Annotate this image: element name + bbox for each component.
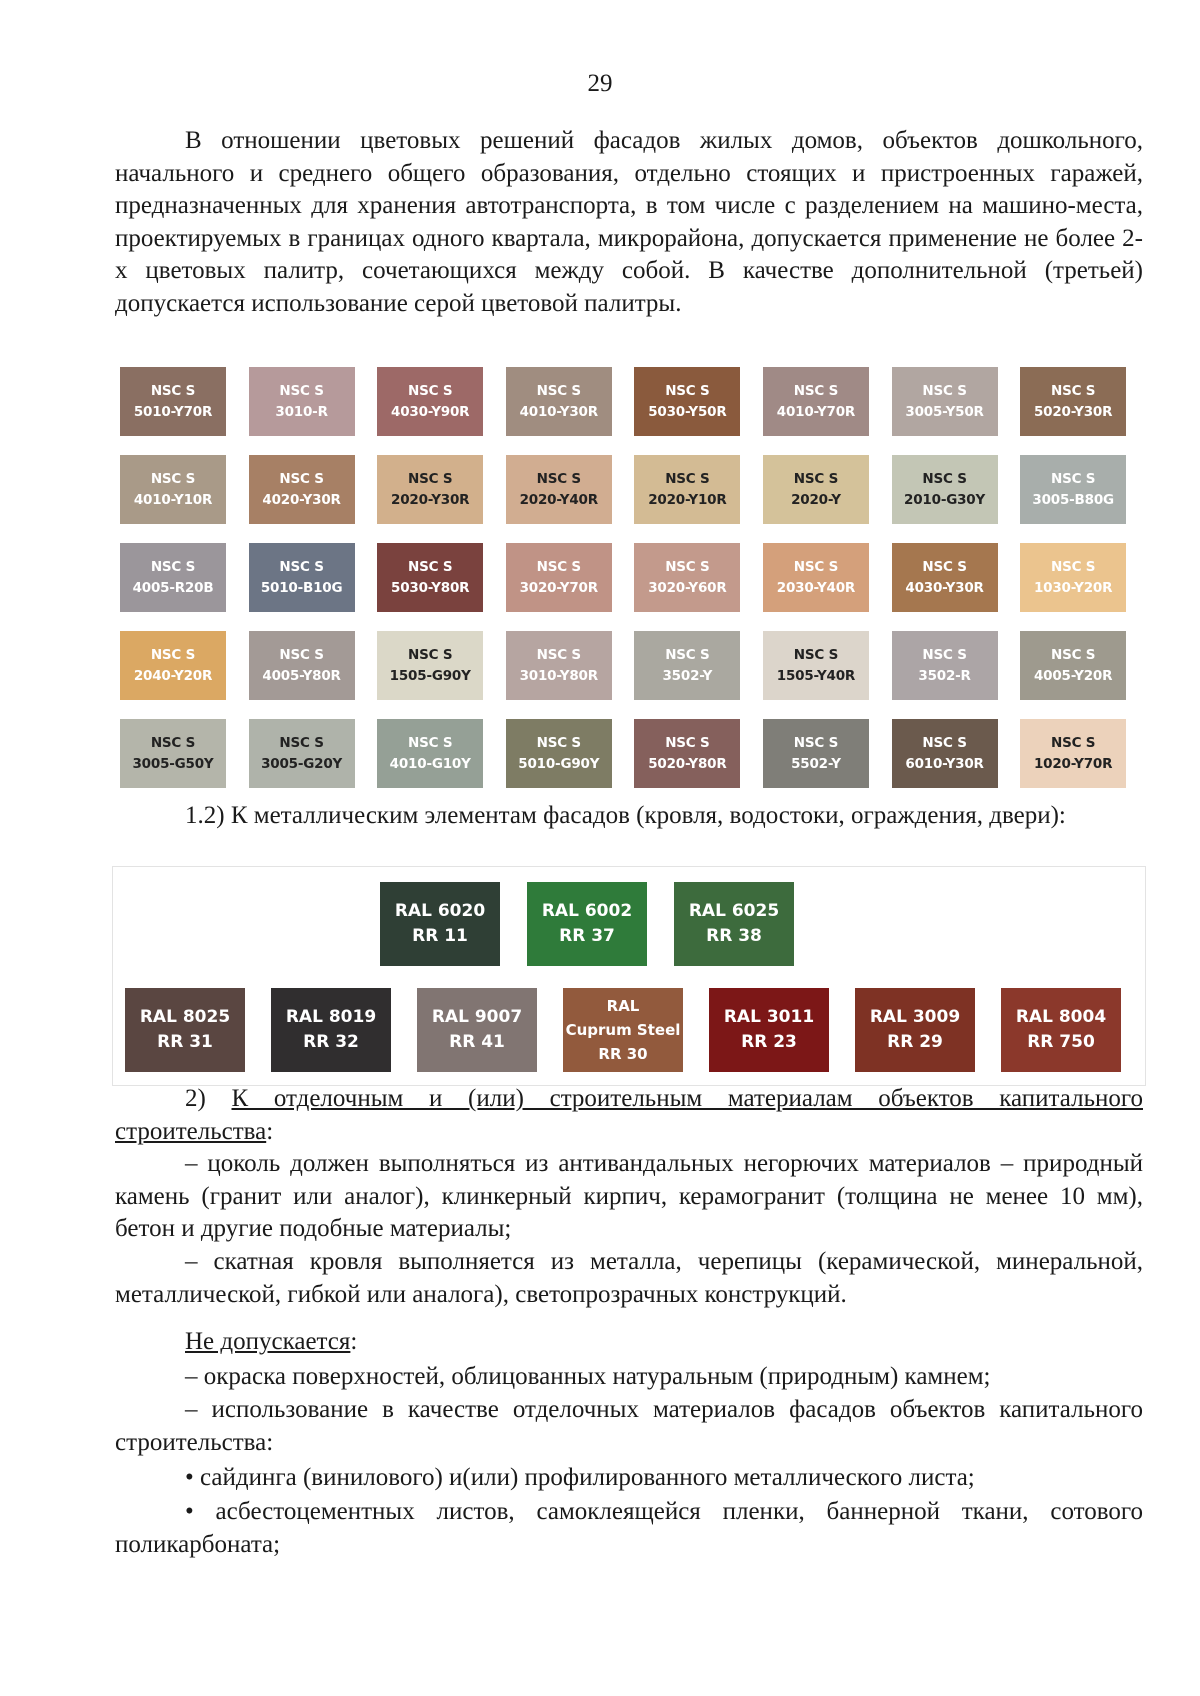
not-allowed-subitem: • сайдинга (винилового) и(или) профилированного металлического листа; [185,1464,975,1491]
ral-code: RAL 8004 [1015,1007,1107,1027]
nsc-swatch-value: 5010-Y70R [133,403,213,420]
nsc-swatch [763,367,869,436]
nsc-swatch [634,367,740,436]
nsc-swatch-code: NSC S [279,382,324,399]
nsc-swatch-code: NSC S [1050,734,1096,751]
ral-swatch [709,988,829,1072]
nsc-swatch [634,543,740,612]
nsc-swatch [1020,367,1126,436]
nsc-swatch-value: 3502-Y [662,667,713,684]
nsc-swatch-code: NSC S [536,646,581,663]
rr-code: RR 30 [598,1045,648,1063]
nsc-swatch [377,543,483,612]
nsc-swatch-code: NSC S [150,470,196,487]
nsc-swatch-value: 2030-Y40R [776,579,856,596]
nsc-swatch [120,543,226,612]
nsc-swatch-code: NSC S [279,734,324,751]
nsc-swatch [763,631,869,700]
nsc-swatch-value: 2020-Y10R [648,491,727,508]
ral-code: RAL 6020 [394,901,486,921]
nsc-swatch-value: 4010-Y10R [133,491,213,508]
nsc-swatch [120,455,226,524]
nsc-swatch [377,719,483,788]
nsc-swatch [506,631,612,700]
section-2-heading: 2) К отделочным и (или) строительным материалам объектов капитального строительства: [115,1085,1143,1145]
nsc-swatch [634,631,740,700]
ral-swatch [855,988,975,1072]
nsc-swatch-code: NSC S [408,382,453,399]
nsc-swatch-value: 1505-G90Y [389,667,471,684]
not-allowed-item: – использование в качестве отделочных материалов фасадов объектов капитального строительства: [115,1396,1143,1456]
nsc-swatch-code: NSC S [793,382,839,399]
nsc-swatch-code: NSC S [536,382,581,399]
nsc-swatch-value: 3005-B80G [1032,491,1114,508]
nsc-swatch-code: NSC S [279,558,324,575]
nsc-swatch-code: NSC S [279,646,324,663]
nsc-swatch-code: NSC S [922,382,967,399]
nsc-swatch-value: 3502-R [918,667,971,684]
nsc-swatch [506,367,612,436]
ral-code: RAL 3011 [723,1007,815,1027]
rr-code: RR 23 [741,1032,797,1052]
nsc-swatch-value: 3010-Y80R [519,667,598,684]
rr-code: RR 29 [887,1032,943,1052]
nsc-swatch-code: NSC S [1050,558,1096,575]
nsc-swatch-code: NSC S [150,382,196,399]
nsc-swatch-code: NSC S [408,734,453,751]
nsc-swatch-value: 5020-Y80R [648,755,727,772]
nsc-swatch-code: NSC S [793,646,839,663]
nsc-swatch [120,631,226,700]
nsc-swatch-code: NSC S [665,382,710,399]
nsc-swatch-code: NSC S [408,470,453,487]
nsc-swatch [634,719,740,788]
nsc-swatch [249,367,355,436]
nsc-swatch [249,455,355,524]
list-item-plinth: – цоколь должен выполняться из антивандальных негорючих материалов – природный камень (гранит или аналог), клинкерный кирпич, керамогранит (толщина не менее 10 мм), бетон и другие подобные материалы; [115,1150,1143,1242]
nsc-swatch [249,631,355,700]
nsc-swatch-value: 4005-Y20R [1033,667,1113,684]
ral-code: RAL 3009 [869,1007,961,1027]
nsc-swatch-value: 4010-Y30R [519,403,598,420]
nsc-swatch-value: 4005-Y80R [262,667,341,684]
nsc-swatch [1020,719,1126,788]
nsc-swatch-code: NSC S [922,646,967,663]
nsc-swatch [249,719,355,788]
nsc-swatch-code: NSC S [665,558,710,575]
section-2-title: К отделочным и (или) строительным материалам объектов капитального строительства [115,1085,1143,1145]
nsc-swatch-code: NSC S [665,646,710,663]
ral-swatch [380,882,500,966]
nsc-swatch-value: 5010-B10G [260,579,343,596]
nsc-swatch-code: NSC S [408,558,453,575]
nsc-swatch-code: NSC S [408,646,453,663]
ral-swatch [527,882,647,966]
nsc-swatch [892,543,998,612]
rr-code: RR 750 [1027,1032,1095,1052]
not-allowed-label: Не допускается [185,1328,351,1355]
nsc-swatch-code: NSC S [665,470,710,487]
ral-palette-top-row [380,882,794,966]
nsc-swatch-code: NSC S [150,734,196,751]
rr-code: RR 31 [157,1032,213,1052]
ral-swatch [271,988,391,1072]
nsc-swatch-code: NSC S [793,558,839,575]
nsc-swatch-code: NSC S [1050,382,1096,399]
nsc-swatch-code: NSC S [1050,646,1096,663]
nsc-swatch-value: 3020-Y70R [519,579,598,596]
nsc-swatch-code: NSC S [1050,470,1096,487]
nsc-swatch-value: 2020-Y30R [391,491,470,508]
nsc-palette-grid [120,367,1126,788]
nsc-swatch-code: NSC S [665,734,710,751]
nsc-swatch-value: 5030-Y80R [391,579,470,596]
nsc-swatch [506,719,612,788]
nsc-swatch [249,543,355,612]
ral-swatch [563,988,683,1072]
nsc-swatch-value: 3020-Y60R [648,579,727,596]
nsc-swatch-code: NSC S [150,646,196,663]
nsc-swatch-value: 4005-R20B [132,579,214,596]
nsc-swatch-code: NSC S [536,558,581,575]
ral-code: RAL 8019 [285,1007,377,1027]
ral-swatch [417,988,537,1072]
ral-code: RAL 8025 [139,1007,231,1027]
nsc-swatch [892,367,998,436]
nsc-swatch-value: 3005-G20Y [261,755,343,772]
nsc-swatch-value: 5010-G90Y [518,755,600,772]
nsc-swatch [892,455,998,524]
rr-code: RR 41 [449,1032,505,1052]
nsc-swatch-code: NSC S [279,470,324,487]
nsc-swatch-value: 5502-Y [791,755,841,772]
nsc-swatch-value: 1030-Y20R [1033,579,1113,596]
ral-swatch [125,988,245,1072]
ral-name: Cuprum Steel [565,1021,681,1039]
nsc-swatch-value: 4010-G10Y [389,755,471,772]
nsc-swatch [1020,455,1126,524]
ral-code: RAL 6025 [688,901,780,921]
nsc-swatch-value: 5030-Y50R [648,403,727,420]
nsc-swatch [377,631,483,700]
nsc-swatch-code: NSC S [536,470,581,487]
nsc-swatch [506,455,612,524]
ral-code: RAL 9007 [431,1007,523,1027]
nsc-swatch-code: NSC S [536,734,581,751]
nsc-swatch-code: NSC S [922,558,967,575]
nsc-swatch [506,543,612,612]
page-number: 29 [587,70,613,97]
nsc-swatch-value: 3010-R [275,403,328,420]
nsc-swatch-value: 1020-Y70R [1033,755,1113,772]
nsc-swatch-value: 4020-Y30R [262,491,341,508]
nsc-swatch-code: NSC S [150,558,196,575]
nsc-swatch-value: 1505-Y40R [776,667,856,684]
nsc-swatch-value: 2020-Y40R [519,491,598,508]
intro-paragraph: В отношении цветовых решений фасадов жилых домов, объектов дошкольного, начального и среднего общего образования, отдельно стоящих и пристроенных гаражей, предназначенных для хранения автотранспорта, в том числе с разделением на машино-места, проектируемых в границах одного квартала, микрорайона, допускается применение не более 2-х цветовых палитр, сочетающихся между собой. В качестве дополнительной (третьей) допускается использование серой цветовой палитры. [115,127,1143,317]
nsc-swatch [763,455,869,524]
rr-code: RR 37 [559,926,615,946]
nsc-swatch-code: NSC S [922,470,967,487]
nsc-swatch [763,719,869,788]
nsc-swatch-value: 2010-G30Y [904,491,986,508]
nsc-swatch [892,631,998,700]
rr-code: RR 32 [303,1032,359,1052]
nsc-swatch [634,455,740,524]
not-allowed-item: – окраска поверхностей, облицованных натуральным (природным) камнем; [185,1363,991,1390]
nsc-swatch [120,719,226,788]
rr-code: RR 38 [706,926,762,946]
list-item-roof: – скатная кровля выполняется из металла, черепицы (керамической, минеральной, металлической, гибкой или аналога), светопрозрачных конструкций. [115,1248,1143,1308]
section-2-number: 2) [185,1085,206,1112]
ral-code: RAL 6002 [541,901,633,921]
rr-code: RR 11 [412,926,468,946]
nsc-swatch-value: 6010-Y30R [905,755,984,772]
nsc-swatch-value: 4010-Y70R [776,403,856,420]
nsc-swatch-code: NSC S [793,470,839,487]
nsc-swatch [377,455,483,524]
nsc-swatch [1020,631,1126,700]
nsc-swatch-value: 5020-Y30R [1033,403,1113,420]
nsc-swatch-value: 2040-Y20R [133,667,213,684]
ral-palette-bottom-row [125,988,1121,1072]
nsc-swatch-value: 2020-Y [791,491,841,508]
ral-swatch [1001,988,1121,1072]
metal-elements-heading: 1.2) К металлическим элементам фасадов (кровля, водостоки, ограждения, двери): [185,802,1066,829]
not-allowed-heading: Не допускается: [185,1328,358,1355]
nsc-swatch [763,543,869,612]
nsc-swatch [892,719,998,788]
nsc-swatch-value: 4030-Y30R [905,579,984,596]
ral-swatch [674,882,794,966]
nsc-swatch-value: 3005-Y50R [905,403,984,420]
nsc-swatch [377,367,483,436]
nsc-swatch [1020,543,1126,612]
ral-code: RAL [606,997,640,1015]
nsc-swatch-code: NSC S [793,734,839,751]
not-allowed-subitem: • асбестоцементных листов, самоклеящейся пленки, баннерной ткани, сотового поликарбоната; [115,1498,1143,1558]
nsc-swatch-code: NSC S [922,734,967,751]
nsc-swatch [120,367,226,436]
nsc-swatch-value: 3005-G50Y [132,755,214,772]
nsc-swatch-value: 4030-Y90R [391,403,470,420]
